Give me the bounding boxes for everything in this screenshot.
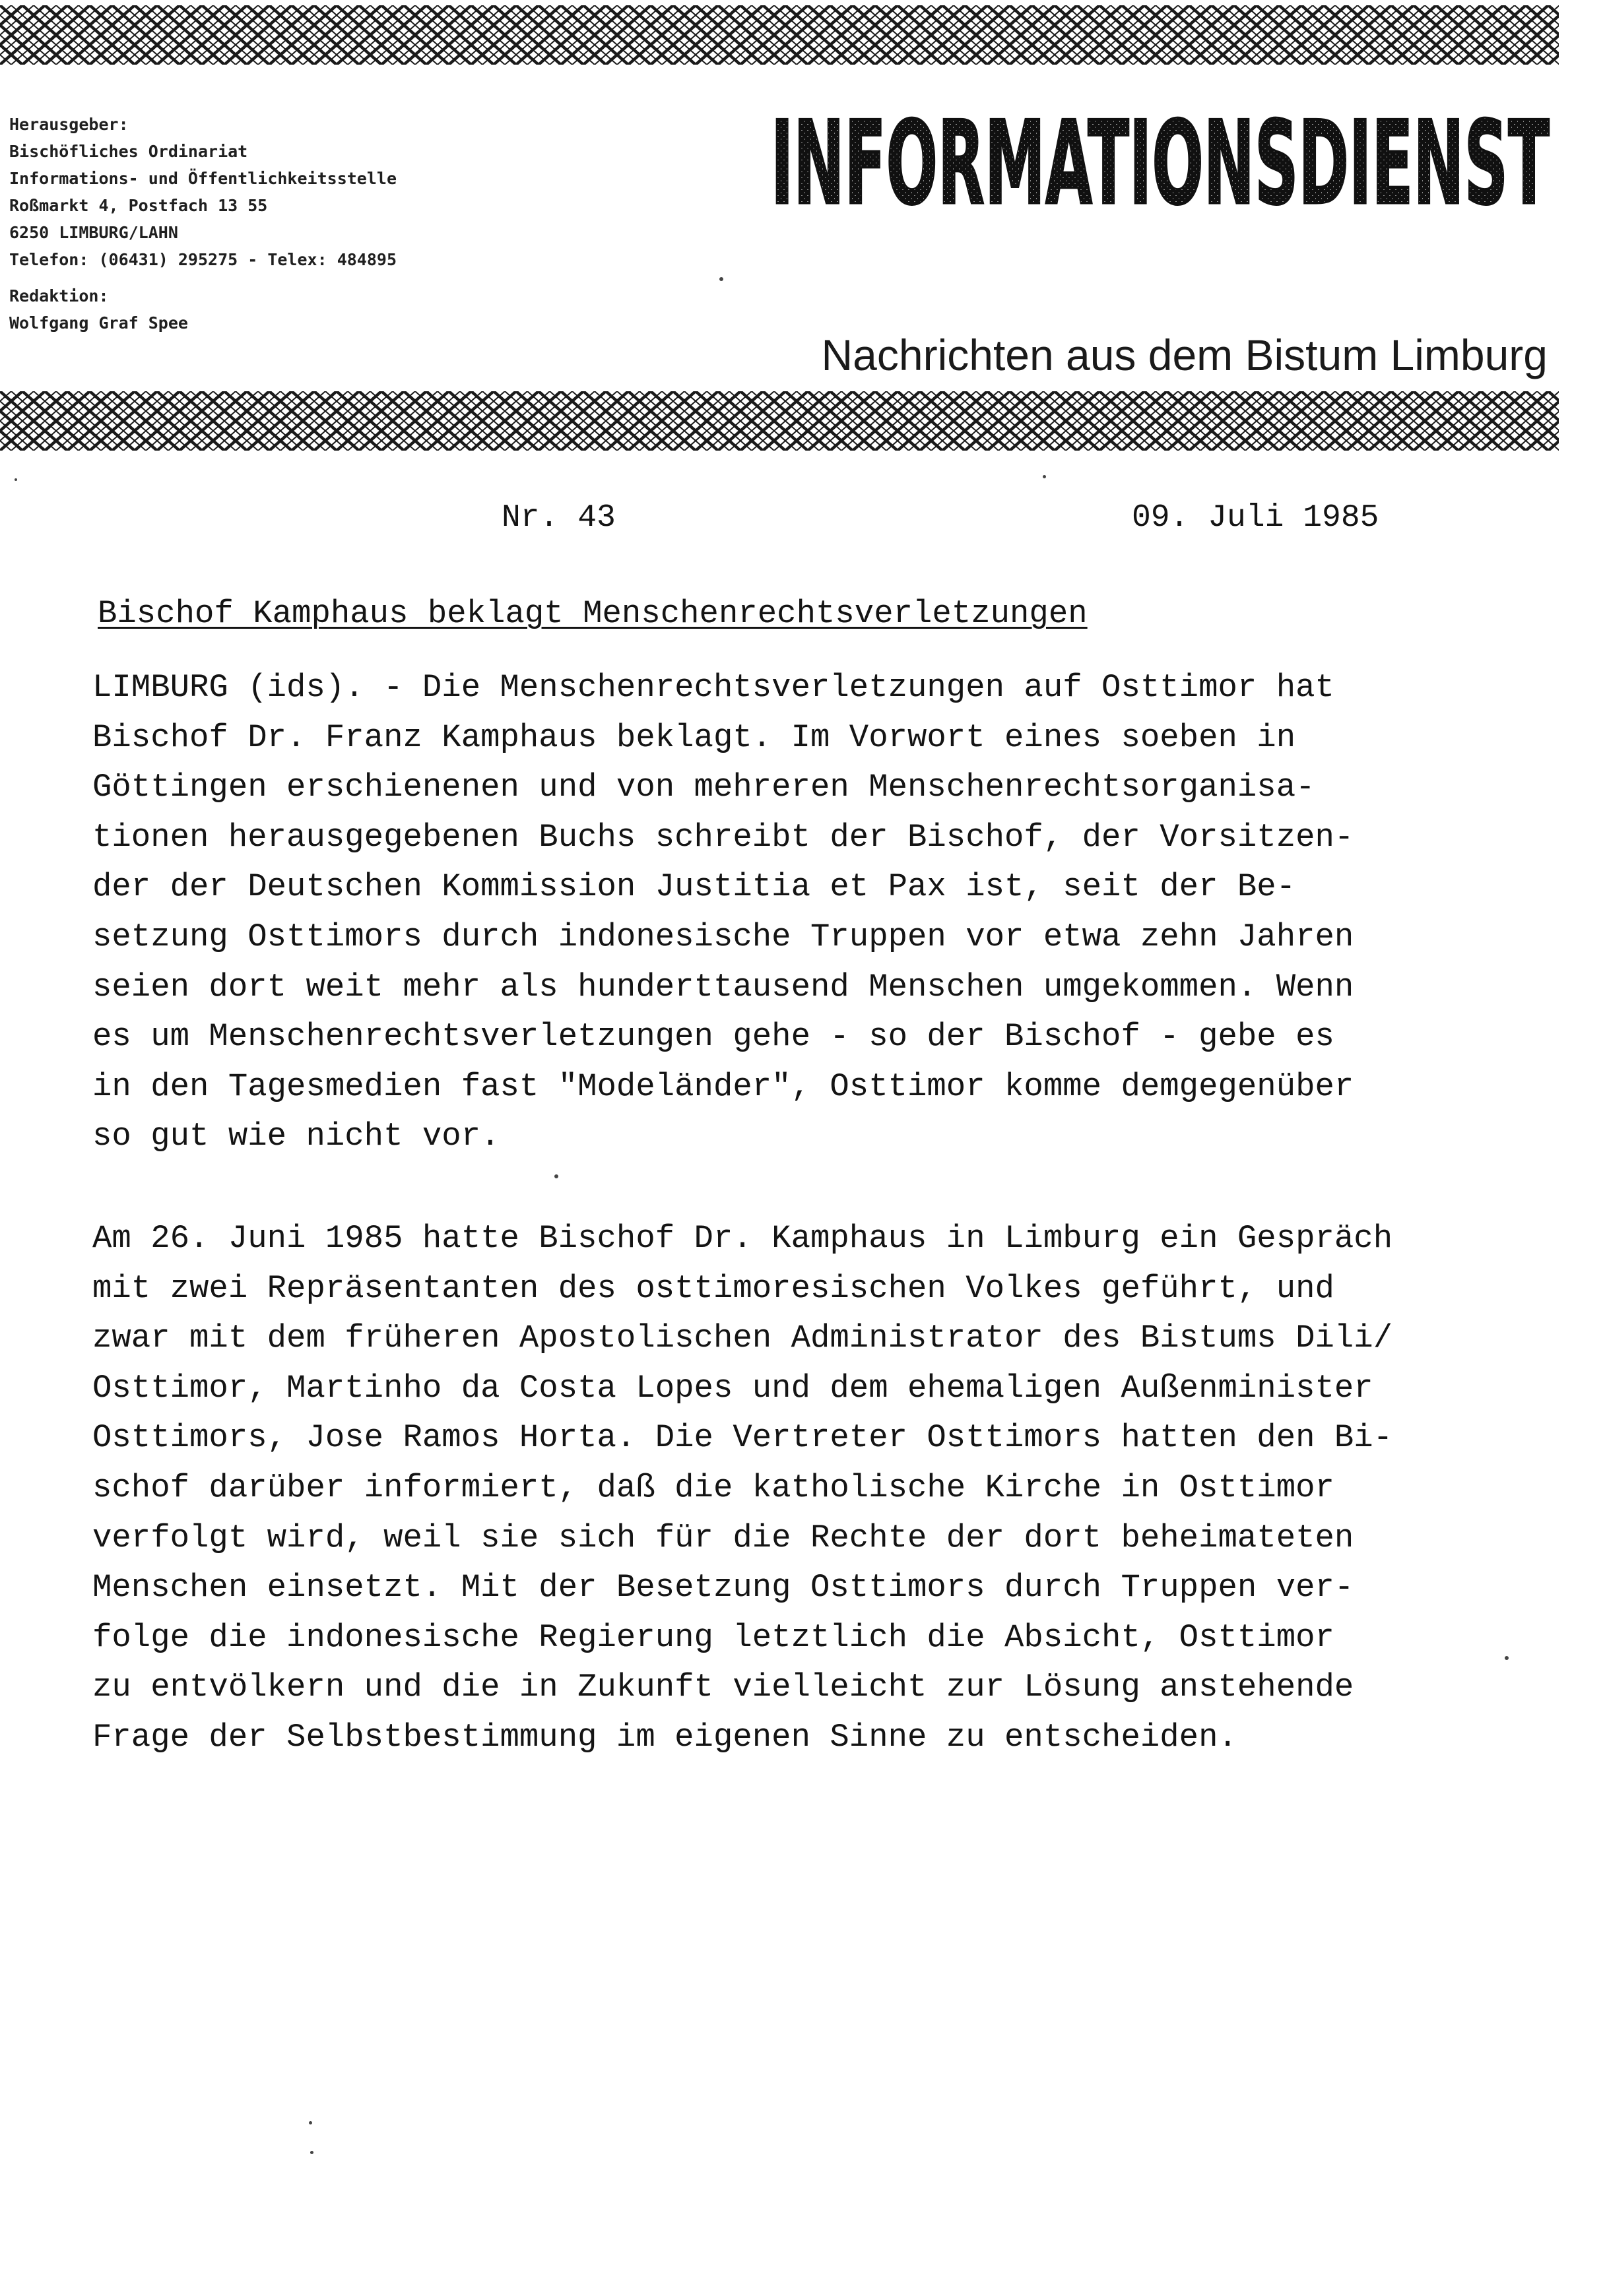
text-line: es um Menschenrechtsverletzungen gehe - so der Bischof - gebe es: [92, 1018, 1334, 1056]
publisher-line: Bischöfliches Ordinariat: [9, 142, 248, 161]
text-line: Osttimor, Martinho da Costa Lopes und dem ehemaligen Außenminister: [92, 1369, 1373, 1407]
text-line: tionen herausgegebenen Buchs schreibt der Bischof, der Vorsitzen-: [92, 818, 1354, 856]
text-line: Menschen einsetzt. Mit der Besetzung Osttimors durch Truppen ver-: [92, 1569, 1354, 1607]
text-line: folge die indonesische Regierung letztlich die Absicht, Osttimor: [92, 1618, 1334, 1656]
publisher-line: Informations- und Öffentlichkeitsstelle: [9, 169, 397, 188]
editor-label: Redaktion:: [9, 286, 109, 305]
scan-speck: [719, 277, 723, 281]
scan-speck: [309, 2121, 312, 2124]
text-line: mit zwei Repräsentanten des osttimoresischen Volkes geführt, und: [92, 1269, 1334, 1307]
text-line: so gut wie nicht vor.: [92, 1118, 500, 1155]
text-line: seien dort weit mehr als hunderttausend Menschen umgekommen. Wenn: [92, 968, 1354, 1005]
editor-name: Wolfgang Graf Spee: [9, 313, 188, 333]
scan-speck: [554, 1174, 558, 1178]
scan-speck: [1505, 1656, 1509, 1660]
text-line: in den Tagesmedien fast "Modeländer", Osttimor komme demgegenüber: [92, 1068, 1354, 1105]
publisher-line: Roßmarkt 4, Postfach 13 55: [9, 196, 268, 215]
publisher-info: [9, 111, 656, 336]
text-line: Osttimors, Jose Ramos Horta. Die Vertreter Osttimors hatten den Bi-: [92, 1419, 1393, 1457]
masthead-title: INFORMATIONSDIENST: [771, 99, 1550, 211]
issue-date: 09. Juli 1985: [1132, 500, 1379, 536]
text-line: LIMBURG (ids). - Die Menschenrechtsverletzungen auf Osttimor hat: [92, 669, 1334, 706]
top-crosshatch-band: [0, 5, 1559, 65]
article-paragraph-2: [92, 1214, 1511, 1763]
text-line: Göttingen erschienenen und von mehreren Menschenrechtsorganisa-: [92, 769, 1315, 806]
text-line: zwar mit dem früheren Apostolischen Administrator des Bistums Dili/: [92, 1320, 1393, 1357]
issue-number: Nr. 43: [502, 500, 616, 536]
text-line: schof darüber informiert, daß die katholische Kirche in Osttimor: [92, 1469, 1334, 1506]
scan-speck: [1043, 475, 1046, 478]
scan-speck: [15, 478, 17, 481]
publisher-line: Herausgeber:: [9, 115, 129, 134]
publisher-line: Telefon: (06431) 295275 - Telex: 484895: [9, 250, 397, 269]
article-paragraph-1: [92, 663, 1511, 1162]
text-line: verfolgt wird, weil sie sich für die Rechte der dort beheimateten: [92, 1519, 1354, 1556]
masthead-logo: [759, 99, 1551, 211]
text-line: Am 26. Juni 1985 hatte Bischof Dr. Kamphaus in Limburg ein Gespräch: [92, 1220, 1393, 1257]
publisher-line: 6250 LIMBURG/LAHN: [9, 223, 178, 242]
article-headline: Bischof Kamphaus beklagt Menschenrechtsverletzungen: [98, 595, 1088, 632]
subtitle: Nachrichten aus dem Bistum Limburg: [821, 331, 1548, 379]
spacer: [9, 273, 656, 282]
text-line: Bischof Dr. Franz Kamphaus beklagt. Im Vorwort eines soeben in: [92, 718, 1296, 756]
text-line: Frage der Selbstbestimmung im eigenen Sinne zu entscheiden.: [92, 1718, 1237, 1756]
bottom-crosshatch-band: [0, 391, 1559, 451]
text-line: der der Deutschen Kommission Justitia et Pax ist, seit der Be-: [92, 868, 1296, 906]
text-line: zu entvölkern und die in Zukunft vielleicht zur Lösung anstehende: [92, 1669, 1354, 1706]
text-line: setzung Osttimors durch indonesische Truppen vor etwa zehn Jahren: [92, 918, 1354, 955]
scan-speck: [310, 2151, 313, 2154]
